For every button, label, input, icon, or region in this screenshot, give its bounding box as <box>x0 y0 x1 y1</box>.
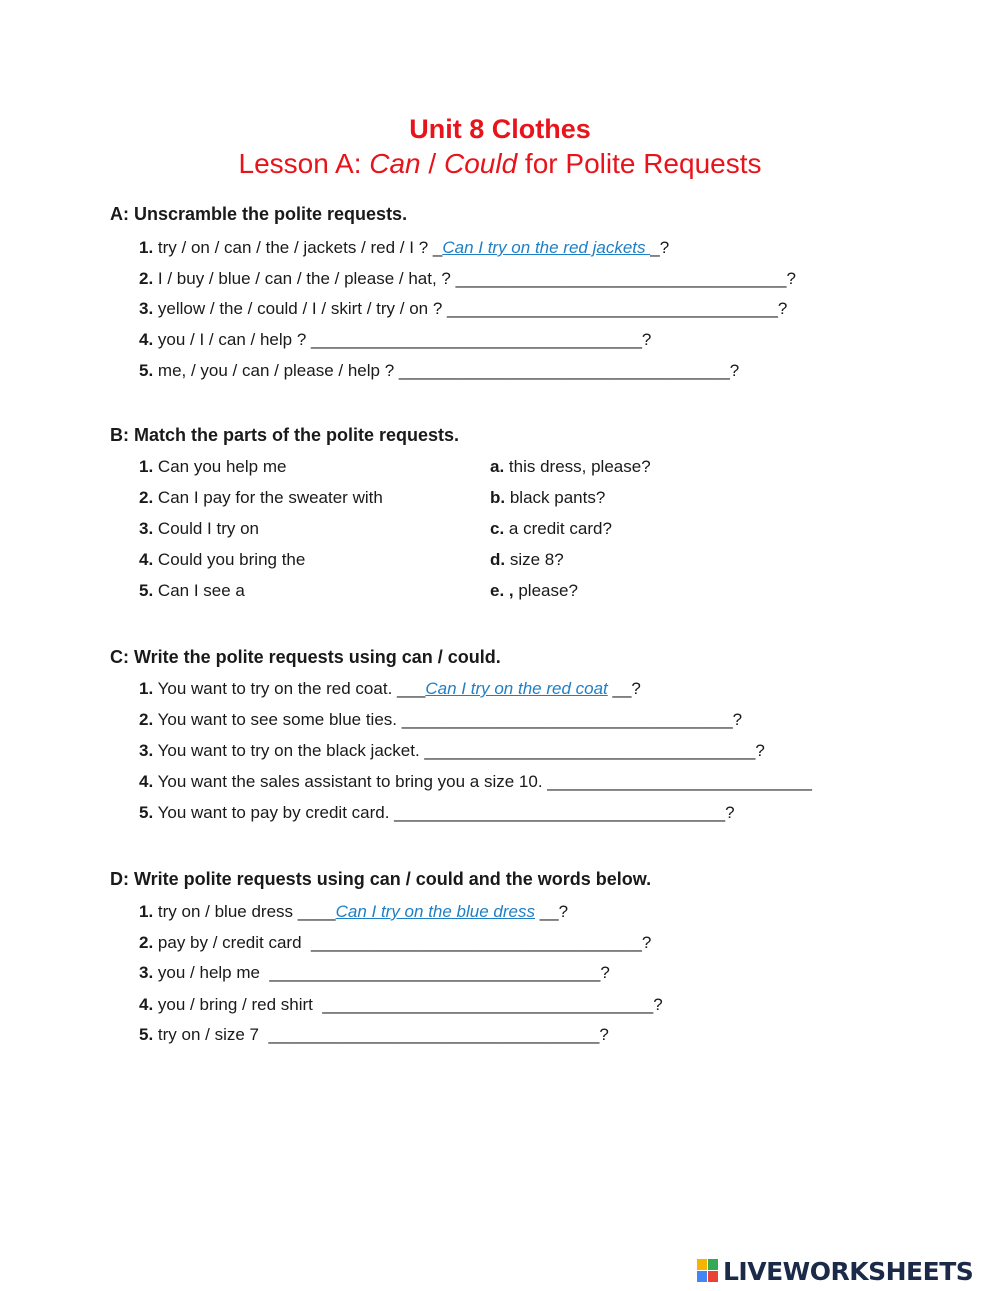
section-c-item-3 <box>139 741 765 761</box>
item-number: 2. <box>139 933 154 952</box>
item-text: a credit card? <box>504 519 612 538</box>
section-a-item-4 <box>139 330 651 350</box>
section-c-item-1 <box>139 679 641 699</box>
item-text: Can I pay for the sweater with <box>153 488 383 507</box>
item-letter: d. <box>490 550 506 569</box>
section-b-left-4[interactable] <box>139 550 305 570</box>
item-letter: a. <box>490 457 505 476</box>
section-b-right-b[interactable] <box>490 488 605 508</box>
item-text: Can I see a <box>153 581 245 600</box>
item-text-with-blank[interactable]: I / buy / blue / can / the / please / hat, ? ___________________________________? <box>153 269 796 288</box>
item-text: size 8? <box>505 550 564 569</box>
section-d-item-4 <box>139 995 663 1015</box>
answer-pre: ___ <box>397 679 426 698</box>
section-a-item-2 <box>139 269 796 289</box>
item-text-with-blank[interactable]: try on / size 7 ___________________________________? <box>153 1025 609 1044</box>
item-number: 1. <box>139 457 154 476</box>
section-a-item-3 <box>139 299 787 319</box>
item-text: Could you bring the <box>153 550 306 569</box>
section-b-left-2[interactable] <box>139 488 383 508</box>
item-number: 1. <box>139 238 154 257</box>
item-text-with-blank[interactable]: yellow / the / could / I / skirt / try / on ? ___________________________________? <box>153 299 788 318</box>
item-number: 2. <box>139 488 154 507</box>
item-number: 4. <box>139 995 154 1014</box>
section-c-item-4 <box>139 772 812 792</box>
item-text: this dress, please? <box>504 457 651 476</box>
item-number: 3. <box>139 963 154 982</box>
subtitle-pre: Lesson A: <box>238 148 370 179</box>
liveworksheets-logo-icon <box>697 1259 719 1283</box>
item-number: 5. <box>139 581 154 600</box>
item-number: 3. <box>139 519 154 538</box>
item-text-with-blank[interactable]: you / bring / red shirt ___________________________________? <box>153 995 663 1014</box>
answer-field[interactable]: Can I try on the red jackets <box>442 238 651 257</box>
answer-pre: ____ <box>297 902 336 921</box>
section-d-item-2 <box>139 933 651 953</box>
item-text-with-blank[interactable]: me, / you / can / please / help ? ___________________________________? <box>153 361 740 380</box>
section-b-left-3[interactable] <box>139 519 259 539</box>
item-number: 4. <box>139 330 154 349</box>
subtitle-could: Could <box>443 148 518 179</box>
worksheet-subtitle <box>0 148 1000 180</box>
item-text-with-blank[interactable]: You want to try on the black jacket. ___________________________________? <box>153 741 765 760</box>
section-c-item-5 <box>139 803 735 823</box>
item-number: 4. <box>139 550 154 569</box>
item-number: 5. <box>139 361 154 380</box>
section-b-left-5[interactable] <box>139 581 245 601</box>
liveworksheets-logo <box>697 1257 973 1285</box>
section-a-item-5 <box>139 361 739 381</box>
answer-field[interactable]: Can I try on the blue dress <box>335 902 535 921</box>
section-b-right-c[interactable] <box>490 519 612 539</box>
section-d-heading: D: Write polite requests using can / could and the words below. <box>110 869 652 889</box>
section-c-item-2 <box>139 710 742 730</box>
section-d-item-3 <box>139 963 610 983</box>
item-text-with-blank[interactable]: pay by / credit card ___________________________________? <box>153 933 652 952</box>
item-text-with-blank[interactable]: you / help me ___________________________________? <box>153 963 610 982</box>
item-number: 3. <box>139 299 154 318</box>
subtitle-sep: / <box>420 148 444 179</box>
item-number: 5. <box>139 803 154 822</box>
item-number: 2. <box>139 269 154 288</box>
item-text-with-blank[interactable]: You want to pay by credit card. ___________________________________? <box>153 803 735 822</box>
section-b-left-1[interactable] <box>139 457 286 477</box>
section-c-heading: C: Write the polite requests using can / could. <box>110 647 501 667</box>
item-number: 1. <box>139 902 154 921</box>
item-text: try on / blue dress <box>153 902 298 921</box>
section-b-right-e[interactable] <box>490 581 578 601</box>
item-text: Can you help me <box>153 457 287 476</box>
section-b-right-d[interactable] <box>490 550 564 570</box>
item-text: Could I try on <box>153 519 260 538</box>
item-text-with-blank[interactable]: you / I / can / help ? ___________________________________? <box>153 330 652 349</box>
answer-pre: _ <box>432 238 443 257</box>
answer-field[interactable]: Can I try on the red coat <box>425 679 608 698</box>
section-a-item-1 <box>139 238 669 258</box>
item-text: please? <box>513 581 578 600</box>
item-number: 3. <box>139 741 154 760</box>
section-a-heading: A: Unscramble the polite requests. <box>110 204 408 224</box>
subtitle-post: for Polite Requests <box>517 148 762 179</box>
item-letter: e. , <box>490 581 514 600</box>
section-d-item-1 <box>139 902 568 922</box>
item-text: black pants? <box>505 488 606 507</box>
item-number: 5. <box>139 1025 154 1044</box>
section-b-heading: B: Match the parts of the polite requests. <box>110 425 460 445</box>
section-b-right-a[interactable] <box>490 457 651 477</box>
worksheet-title: Unit 8 Clothes <box>409 114 591 144</box>
answer-post: __? <box>534 902 569 921</box>
answer-post: _? <box>650 238 670 257</box>
subtitle-can: Can <box>369 148 421 179</box>
answer-post: __? <box>607 679 641 698</box>
item-text: You want to try on the red coat. <box>153 679 398 698</box>
item-letter: c. <box>490 519 505 538</box>
item-letter: b. <box>490 488 506 507</box>
item-number: 4. <box>139 772 154 791</box>
item-text: try / on / can / the / jackets / red / I ? <box>153 238 433 257</box>
logo-text: LIVEWORKSHEETS <box>723 1256 974 1286</box>
item-text-with-blank[interactable]: You want the sales assistant to bring you a size 10. ____________________________ <box>153 772 812 791</box>
item-number: 2. <box>139 710 154 729</box>
item-text-with-blank[interactable]: You want to see some blue ties. ___________________________________? <box>153 710 743 729</box>
section-d-item-5 <box>139 1025 609 1045</box>
item-number: 1. <box>139 679 154 698</box>
